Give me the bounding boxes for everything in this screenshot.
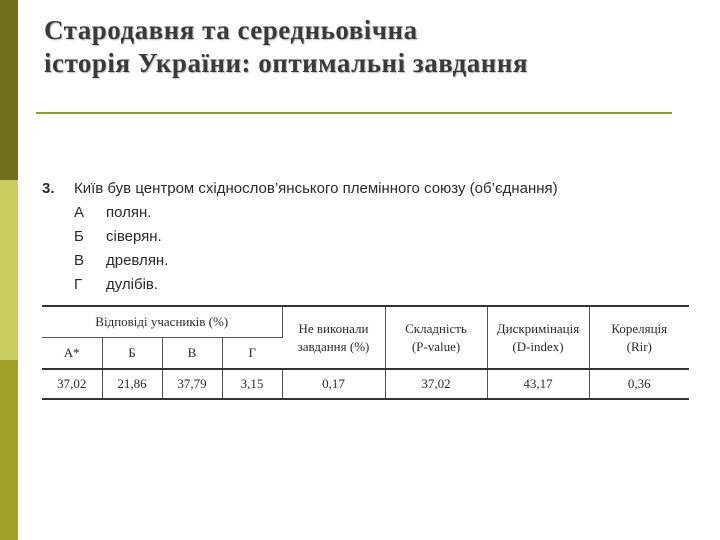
- not-done-header: [282, 306, 385, 369]
- not-done-header-line-2: завдання (%): [297, 338, 370, 354]
- discrimination-header-line-2: (D-index): [512, 338, 564, 354]
- answer-col-header: Г: [248, 345, 256, 360]
- table-header-row: [42, 306, 689, 338]
- difficulty-header-line-2: (P-value): [411, 338, 461, 354]
- difficulty-header: [385, 306, 487, 369]
- answer-col-header: Б: [102, 338, 162, 370]
- not-done-header-line-1: Не виконали: [298, 320, 369, 336]
- option-text: дулібів.: [106, 275, 159, 293]
- side-bar-middle: [0, 180, 18, 360]
- table-cell: 21,86: [102, 369, 162, 399]
- table-cell: 0,17: [282, 369, 385, 399]
- table-cell: 3,15: [222, 369, 282, 399]
- title-divider: [36, 112, 672, 114]
- side-bar-top: [0, 0, 18, 180]
- answers-header: Відповіді учасників (%): [42, 306, 282, 338]
- option-v: [42, 248, 642, 272]
- correlation-header-line-1: Кореляція: [611, 320, 668, 336]
- option-letter: А: [74, 203, 85, 221]
- discrimination-header: [487, 306, 589, 369]
- option-letter: Г: [74, 275, 83, 293]
- slide-title: [44, 14, 528, 80]
- question-text: Київ був центром східнослов’янського племінного союзу (об’єднання): [74, 179, 558, 197]
- question-stem: [42, 176, 642, 200]
- table-cell: 37,02: [42, 369, 102, 399]
- question-block: [42, 176, 642, 296]
- correlation-header-line-2: (Rir): [626, 338, 652, 354]
- discrimination-header-line-1: Дискримінація: [496, 320, 580, 336]
- option-b: [42, 224, 642, 248]
- correlation-header: [589, 306, 689, 369]
- results-table: [42, 305, 689, 400]
- difficulty-header-line-1: Складність: [405, 320, 467, 336]
- option-h: [42, 272, 642, 296]
- table-cell: 37,02: [385, 369, 487, 399]
- side-bar-bottom: [0, 360, 18, 540]
- table-row: [42, 369, 689, 399]
- slide-title-line-1: Стародавня та середньовічна: [44, 15, 418, 45]
- answer-col-header: А*: [42, 338, 102, 370]
- option-text: древлян.: [106, 251, 169, 269]
- option-letter: Б: [74, 227, 84, 245]
- option-text: сіверян.: [106, 227, 162, 245]
- slide-title-line-2: історія України: оптимальні завдання: [44, 48, 528, 78]
- option-text: полян.: [106, 203, 152, 221]
- table-cell: 43,17: [487, 369, 589, 399]
- table-cell: 37,79: [162, 369, 222, 399]
- option-letter: В: [74, 251, 85, 269]
- question-number: 3.: [42, 179, 55, 197]
- option-a: [42, 200, 642, 224]
- answer-col-header: В: [162, 338, 222, 370]
- table-cell: 0,36: [627, 376, 651, 391]
